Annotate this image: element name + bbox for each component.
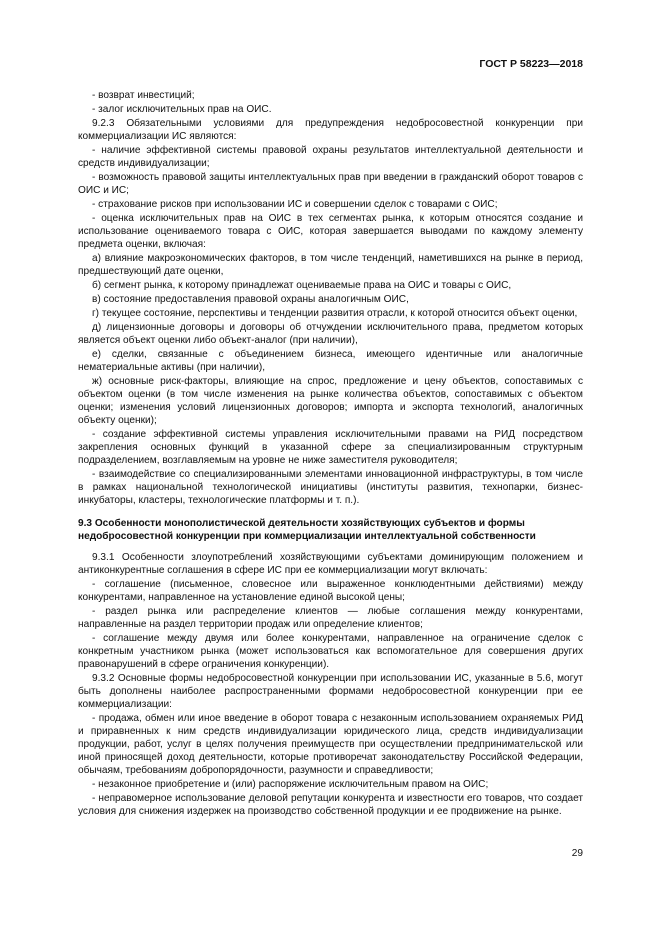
- paragraph: - продажа, обмен или иное введение в оборот товара с незаконным использованием охраняемых РИД и приравненных к ним средств индивидуализации юридического лица, средств индивидуализации продукции, работ, услуг в целях получения преимуществ при осуществлении предпринимательской или иной приносящей доход деятельности, которые противоречат законодательству Российской Федерации, обычаям, требованиям добропорядочности, разумности и справедливости;: [78, 713, 583, 776]
- paragraph: - раздел рынка или распределение клиентов — любые соглашения между конкурентами, направленные на раздел территории продаж или определение клиентов;: [78, 606, 583, 630]
- paragraph: а) влияние макроэкономических факторов, в том числе тенденций, наметившихся на рынке в период, предшествующий дате оценки,: [78, 253, 583, 277]
- paragraph: - взаимодействие со специализированными элементами инновационной инфраструктуры, в том числе в рамках национальной технологической инициативы (институты развития, технопарки, бизнес-инкубаторы, кластеры, технологические платформы и т. п.).: [78, 469, 583, 506]
- paragraph: в) состояние предоставления правовой охраны аналогичным ОИС,: [92, 294, 409, 305]
- paragraph: г) текущее состояние, перспективы и тенденции развития отрасли, к которой относится объект оценки,: [92, 308, 578, 319]
- paragraph: 9.2.3 Обязательными условиями для предупреждения недобросовестной конкуренции при коммерциализации ИС являются:: [78, 118, 583, 142]
- section-title: 9.3 Особенности монополистической деятельности хозяйствующих субъектов и формы недобросовестной конкуренции при коммерциализации интеллектуальной собственности: [78, 518, 536, 542]
- document-header: ГОСТ Р 58223—2018: [479, 58, 583, 70]
- paragraph: - неправомерное использование деловой репутации конкурента и известности его товаров, что создает условия для снижения издержек на производство собственной продукции и ее продвижение на рынке.: [78, 793, 583, 817]
- paragraph: - залог исключительных прав на ОИС.: [92, 104, 272, 115]
- paragraph: - возможность правовой защиты интеллектуальных прав при введении в гражданский оборот товаров с ОИС и ИС;: [78, 172, 583, 196]
- page-number: 29: [571, 848, 583, 859]
- paragraph: - страхование рисков при использовании ИС и совершении сделок с товарами с ОИС;: [92, 199, 498, 210]
- paragraph: 9.3.1 Особенности злоупотреблений хозяйствующими субъектами доминирующим положением и антиконкурентные соглашения в сфере ИС при ее коммерциализации могут включать:: [78, 552, 583, 576]
- paragraph: - незаконное приобретение и (или) распоряжение исключительным правом на ОИС;: [92, 779, 489, 790]
- paragraph: - оценка исключительных прав на ОИС в тех сегментах рынка, к которым относятся создание и использование оцениваемого товара с ОИС, которая завершается выводами по каждому элементу предмета оценки, включая:: [78, 213, 583, 250]
- paragraph: е) сделки, связанные с объединением бизнеса, имеющего идентичные или аналогичные нематериальные активы (при наличии),: [78, 349, 583, 373]
- paragraph: - возврат инвестиций;: [92, 90, 195, 101]
- page-body: [78, 89, 583, 819]
- paragraph: ж) основные риск-факторы, влияющие на спрос, предложение и цену объектов, сопоставимых с объектом оценки (в том числе изменения на рынке количества объектов, сопоставимых с объектом оценки; изменения условий лицензионных договоров; импорта и экспорта технологий, аналогичных объекту оценки);: [78, 376, 583, 426]
- paragraph: - наличие эффективной системы правовой охраны результатов интеллектуальной деятельности и средств индивидуализации;: [78, 145, 583, 169]
- paragraph: 9.3.2 Основные формы недобросовестной конкуренции при использовании ИС, указанные в 5.6, могут быть дополнены наиболее распространенными формами недобросовестной конкуренции при ее коммерциализации:: [78, 673, 583, 710]
- paragraph: д) лицензионные договоры и договоры об отчуждении исключительного права, предметом которых является объект оценки либо объект-аналог (при наличии),: [78, 322, 583, 346]
- paragraph: - соглашение (письменное, словесное или выраженное конклюдентными действиями) между конкурентами, направленное на установление единой высокой цены;: [78, 579, 583, 603]
- paragraph-group-a: [78, 89, 583, 507]
- paragraph-group-b: [78, 551, 583, 818]
- paragraph: - создание эффективной системы управления исключительными правами на РИД посредством закрепления основных функций в указанной сфере за специализированным структурным подразделением, возглавляемым на уровне не ниже заместителя руководителя;: [78, 429, 583, 466]
- paragraph: - соглашение между двумя или более конкурентами, направленное на ограничение сделок с конкретным участником рынка (может использоваться как вспомогательное для совершения других правонарушений в сфере ограничения конкуренции).: [78, 633, 583, 670]
- paragraph: б) сегмент рынка, к которому принадлежат оцениваемые права на ОИС и товары с ОИС,: [92, 280, 512, 291]
